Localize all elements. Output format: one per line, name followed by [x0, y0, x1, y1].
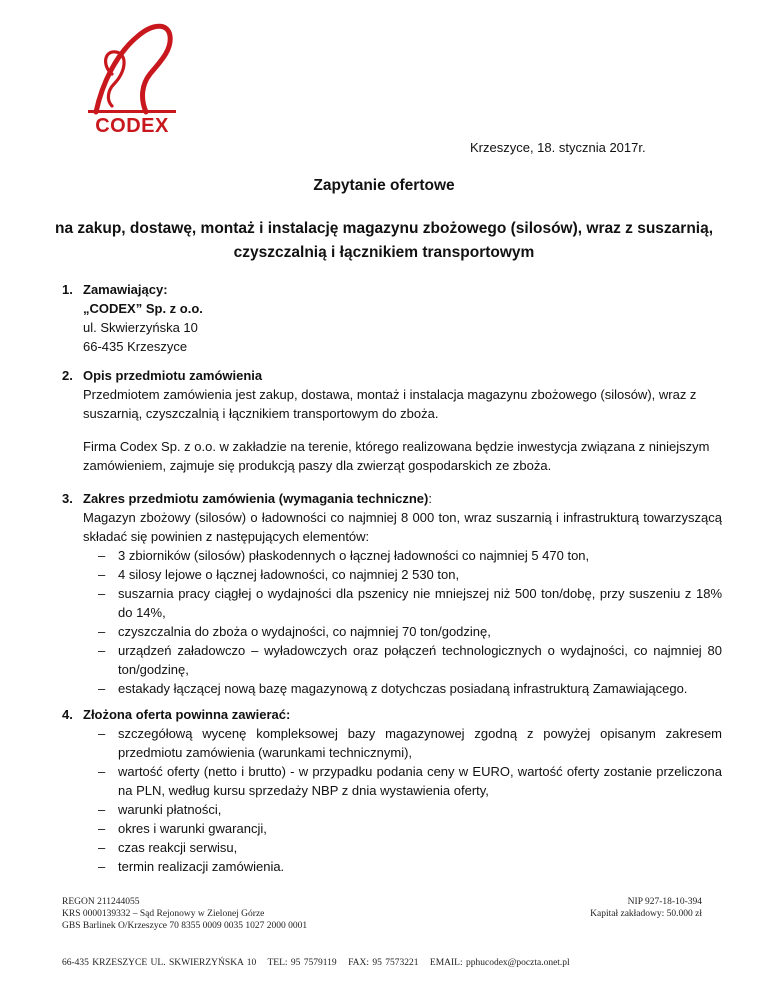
share-capital: Kapitał zakładowy: 50.000 zł: [590, 909, 702, 919]
regon: REGON 211244055: [62, 897, 140, 907]
document-title: Zapytanie ofertowe: [313, 177, 455, 194]
paragraph: Przedmiotem zamówienia jest zakup, dostawa, montaż i instalacja magazynu zbożowego (silosów), wraz z suszarnią, czyszczalnią i łącznikiem transportowym do zboża.: [83, 387, 697, 421]
list-item: – czas reakcji serwisu,: [98, 840, 238, 855]
heading-colon: :: [428, 491, 432, 506]
section-scope: [62, 489, 722, 698]
bank-account: GBS Barlinek O/Krzeszyce 70 8355 0009 0035 1027 2000 0001: [62, 921, 308, 931]
section-order-description: [62, 366, 722, 475]
section-heading: Zamawiający:: [83, 282, 168, 297]
list-item: – urządzeń załadowczo – wyładowczych oraz połączeń technologicznych o wydajności, co najmniej 80 ton/godzinę,: [98, 643, 722, 677]
fax: FAX: 95 7573221: [348, 958, 419, 968]
logo-mark-icon: [86, 14, 178, 118]
list-item: – 4 silosy lejowe o łącznej ładowności, co najmniej 2 530 ton,: [98, 567, 460, 582]
section-offer-contents: [62, 705, 722, 876]
company-name: „CODEX” Sp. z o.o.: [83, 301, 203, 316]
offer-list: [83, 724, 722, 876]
list-item: – termin realizacji zamówienia.: [98, 859, 285, 874]
subtitle-line-1: na zakup, dostawę, montaż i instalację magazynu zbożowego (silosów), wraz z suszarnią,: [54, 220, 714, 237]
footer-registration: [62, 896, 307, 932]
list-item: – szczegółową wycenę kompleksowej bazy magazynowej zgodną z powyżej opisanym zakresem przedmiotu zamówienia (warunkami technicznymi),: [98, 726, 722, 760]
list-item: – wartość oferty (netto i brutto) - w przypadku podania ceny w EURO, wartość oferty zostanie przeliczona na PLN, według kursu sprzedaży NBP z dnia wystawienia oferty,: [98, 764, 722, 798]
list-item: – 3 zbiorników (silosów) płaskodennych o łącznej ładowności co najmniej 5 470 ton,: [98, 548, 590, 563]
telephone: TEL: 95 7579119: [267, 958, 337, 968]
section-number: 1.: [62, 282, 73, 297]
subtitle-line-2: czyszczalnią i łącznikiem transportowym: [233, 244, 535, 261]
list-item: – warunki płatności,: [98, 802, 222, 817]
scope-list: [83, 546, 722, 698]
address: 66-435 KRZESZYCE UL. SKWIERZYŃSKA 10: [62, 958, 257, 968]
section-heading: Zakres przedmiotu zamówienia (wymagania techniczne): [83, 491, 429, 506]
list-item: – okres i warunki gwarancji,: [98, 821, 267, 836]
section-number: 4.: [62, 707, 73, 722]
codex-logo: [86, 14, 178, 136]
document-date: Krzeszyce, 18. stycznia 2017r.: [470, 140, 646, 155]
footer-tax: [590, 896, 702, 920]
list-item: – czyszczalnia do zboża o wydajności, co najmniej 70 ton/godzinę,: [98, 624, 491, 639]
list-item: – suszarnia pracy ciągłej o wydajności dla pszenicy nie mniejszej niż 500 ton/dobę, przy suszeniu z 18% do 14%,: [98, 586, 722, 620]
company-street: ul. Skwierzyńska 10: [83, 320, 198, 335]
company-city: 66-435 Krzeszyce: [83, 339, 188, 354]
document-subtitle: [50, 217, 718, 265]
krs: KRS 0000139332 – Sąd Rejonowy w Zielonej Górze: [62, 909, 265, 919]
section-heading-line: [83, 489, 722, 508]
section-number: 3.: [62, 491, 73, 506]
footer-contact: [62, 958, 578, 968]
paragraph: Magazyn zbożowy (silosów) o ładowności co najmniej 8 000 ton, wraz suszarnią i infrastrukturą towarzyszącą składać się powinien z następujących elementów:: [83, 510, 722, 544]
nip: NIP 927-18-10-394: [627, 897, 702, 907]
logo-text: CODEX: [95, 115, 169, 137]
list-item: – estakady łączącej nową bazę magazynową z dotychczas posiadaną infrastrukturą Zamawiającego.: [98, 681, 688, 696]
section-heading: Złożona oferta powinna zawierać:: [83, 707, 291, 722]
section-number: 2.: [62, 368, 73, 383]
email: EMAIL: pphucodex@poczta.onet.pl: [429, 958, 570, 968]
section-heading: Opis przedmiotu zamówienia: [83, 368, 263, 383]
paragraph: Firma Codex Sp. z o.o. w zakładzie na terenie, którego realizowana będzie inwestycja związana z niniejszym zamówieniem, zajmuje się produkcją paszy dla zwierząt gospodarskich ze zboża.: [83, 439, 710, 473]
section-orderer: [62, 280, 722, 356]
